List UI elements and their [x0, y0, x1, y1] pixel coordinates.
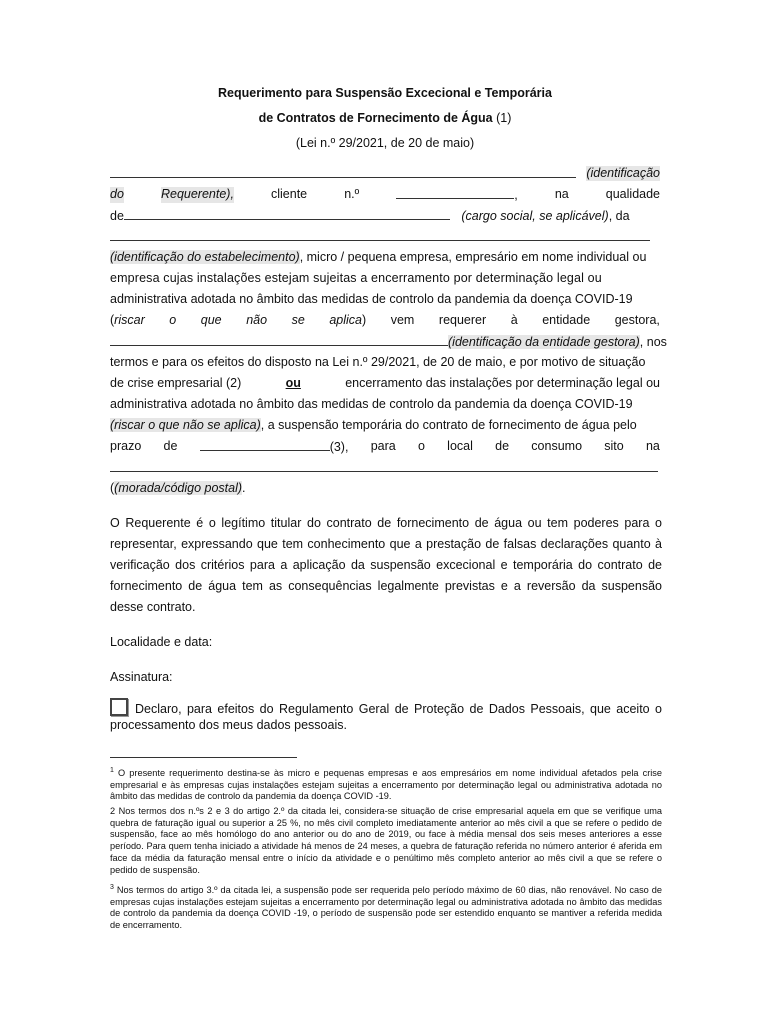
form-line-3	[110, 208, 660, 224]
qualidade-fill-line[interactable]	[124, 208, 450, 220]
title-line-1: Requerimento para Suspensão Excecional e Temporária	[218, 86, 552, 100]
word-de3: de	[495, 439, 510, 453]
form-line-12: administrativa adotada no âmbito das medidas de controlo da pandemia da doença COVID-19	[110, 397, 633, 411]
prazo-label: prazo	[110, 439, 142, 453]
line-5-text: , micro / pequena empresa, empresário em nome individual ou	[299, 250, 647, 264]
form-line-2	[110, 187, 660, 203]
consent-text: Declaro, para efeitos do Regulamento Geral de Proteção de Dados Pessoais, que aceito o processamento dos meus dados pessoais.	[110, 702, 662, 732]
requerente-fill-line[interactable]	[110, 166, 576, 178]
riscar-label: (riscar o que não se aplica)	[110, 418, 261, 432]
id-estabelecimento-label: (identificação do estabelecimento)	[110, 250, 300, 264]
form-line-8	[110, 313, 660, 328]
form-line-4	[110, 229, 660, 245]
morada-open-paren: (	[110, 481, 115, 495]
word-local: local	[447, 439, 473, 453]
qualidade-label: qualidade	[605, 187, 660, 201]
aplica-group: aplica)	[329, 313, 367, 327]
encerramento-text: encerramento das instalações por determinação legal ou	[345, 376, 660, 390]
form-line-1	[110, 166, 660, 182]
cliente-label: cliente	[271, 187, 308, 201]
id-entidade-label: (identificação da entidade gestora)	[448, 335, 640, 349]
footnote-divider	[110, 757, 297, 758]
word-para: para	[370, 439, 396, 453]
footnote-2: 2 Nos termos dos n.ºs 2 e 3 do artigo 2.º da citada lei, considera-se situação de crise empresarial aquela em que se verifique uma quebra de faturação igual ou superior a 25 %, no mês civil completo imediatamente anterior ao mês civil a que se refere o pedido de suspensão, face ao mês homólogo do ano anterior ou do ano de 2019, ou face à média mensal dos seis meses anteriores a esse período. Para quem tenha iniciado a atividade há menos de 24 meses, a quebra de faturação referida no número anterior é aferida em face da média da faturação mensal entre o início da atividade e o penúltimo mês completo anterior ao mês civil a que se refere o pedido de suspensão.	[110, 806, 662, 875]
riscar-group: (riscar	[110, 313, 145, 327]
cliente-number-field[interactable]: ,	[396, 187, 517, 203]
word-se: se	[291, 313, 305, 327]
word-vem: vem	[390, 313, 415, 327]
form-line-7: administrativa adotada no âmbito das medidas de controlo da pandemia da doença COVID-19	[110, 292, 633, 306]
cargo-label: (cargo social, se aplicável)	[461, 209, 609, 223]
form-line-14	[110, 439, 660, 455]
form-line-5	[110, 250, 660, 265]
na-label: na	[554, 187, 569, 201]
ou-label: ou	[285, 376, 301, 390]
morada-end: .	[242, 481, 246, 495]
word-o2: o	[417, 439, 425, 453]
id-requerente-label-c: Requerente),	[160, 187, 234, 201]
title-footnote-ref: (1)	[496, 111, 512, 125]
id-requerente-label-a: (identificação	[586, 166, 660, 180]
morada-label: (morada/código postal)	[114, 481, 243, 495]
subtitle: (Lei n.º 29/2021, de 20 de maio)	[295, 136, 475, 150]
form-line-9	[110, 334, 667, 350]
word-consumo: consumo	[531, 439, 583, 453]
id-requerente-label-b: do	[110, 187, 124, 201]
line-13-text: , a suspensão temporária do contrato de fornecimento de água pelo	[260, 418, 637, 432]
title-line-2	[0, 111, 770, 125]
estabelecimento-fill-line[interactable]	[110, 229, 650, 241]
word-nao: não	[246, 313, 268, 327]
entidade-fill-line[interactable]	[110, 334, 448, 346]
word-requerer: requerer	[438, 313, 487, 327]
footnote-1: $^1$ O presente requerimento destina-se às micro e pequenas empresas e aos empresários em nome individual afetados pela crise empresarial e às empresas cujas instalações estejam sujeitas a encerramento por determinação legal ou administrativa adotada no âmbito das medidas de controlo da pandemia da doença COVID -19.	[110, 767, 662, 802]
declaration-paragraph: O Requerente é o legítimo titular do contrato de fornecimento de água ou tem poderes para o representar, expressando que tem conhecimento que a prestação de falsas declarações quanto à verificação dos critérios para a aplicação da suspensão excecional e temporária do contrato de fornecimento de água tem as consequências legalmente previstas e a reversão da suspensão desse contrato.	[110, 516, 662, 614]
de2-label: de	[163, 439, 178, 453]
numero-label: n.º	[344, 187, 360, 201]
de-label: de	[110, 209, 124, 223]
word-entidade: entidade	[542, 313, 591, 327]
prazo-field[interactable]: (3),	[200, 439, 349, 455]
morada-fill-line[interactable]	[110, 460, 658, 472]
word-na2: na	[645, 439, 660, 453]
form-line-11	[110, 376, 660, 391]
form-line-10: termos e para os efeitos do disposto na Lei n.º 29/2021, de 20 de maio, e por motivo de situação	[110, 355, 646, 369]
form-line-15	[110, 460, 660, 476]
title-line-2-text: de Contratos de Fornecimento de Água	[258, 111, 493, 125]
word-o: o	[169, 313, 177, 327]
crise-text: de crise empresarial (2)	[110, 376, 242, 390]
form-line-16	[110, 481, 660, 496]
word-gestora: gestora,	[614, 313, 660, 327]
word-que: que	[200, 313, 222, 327]
localidade-data-label: Localidade e data:	[110, 635, 213, 649]
assinatura-label: Assinatura:	[110, 670, 173, 684]
footnote-3: $^3$ Nos termos do artigo 3.º da citada lei, a suspensão pode ser requerida pelo período máximo de 60 dias, não renovável. No caso de empresas cujas instalações estejam sujeitas a encerramento por determinação legal ou administrativa adotada no âmbito das medidas de controlo da pandemia da doença COVID -19, o período de suspensão pode ser estendido enquanto se mantiver a referida medida de encerramento.	[110, 884, 662, 931]
word-sito: sito	[604, 439, 624, 453]
form-line-6: empresa cujas instalações estejam sujeitas a encerramento por determinação legal ou	[110, 271, 602, 285]
word-a: à	[510, 313, 518, 327]
da-label: , da	[608, 209, 630, 223]
nos-label: , nos	[639, 335, 667, 349]
form-line-13	[110, 418, 660, 433]
